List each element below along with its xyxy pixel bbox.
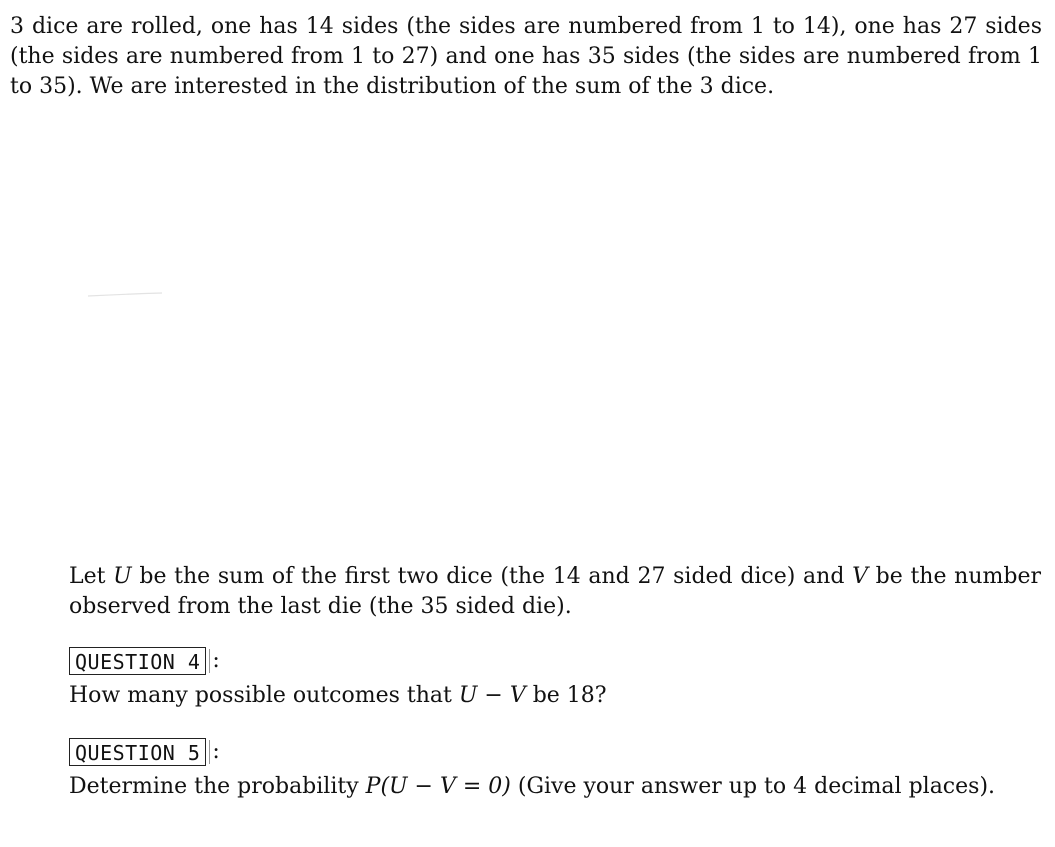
question-5-colon: : <box>209 740 219 764</box>
question-4-text <box>69 681 1041 711</box>
question-5-text-before: Determine the probability <box>69 774 366 799</box>
faint-scan-mark <box>88 292 162 298</box>
definition-part2: be the sum of the first two dice (the 14 and 27 sided dice) and <box>131 564 853 589</box>
definition-section <box>69 562 1041 622</box>
problem-intro: 3 dice are rolled, one has 14 sides (the sides are numbered from 1 to 14), one has 27 sides (the sides are numbered from 1 to 27) and one has 35 sides (the sides are numbered from 1 to 35). We are interested in the distribution of the sum of the 3 dice. <box>10 14 1042 99</box>
definition-part1: Let <box>69 564 114 589</box>
question-4-label: QUESTION 4 <box>69 647 206 675</box>
question-5-label: QUESTION 5 <box>69 738 206 766</box>
question-4-colon: : <box>209 649 219 673</box>
question-5-text-after: (Give your answer up to 4 decimal places). <box>510 774 996 799</box>
question-5-heading <box>69 738 220 766</box>
question-4-text-after: be 18? <box>525 683 607 708</box>
var-v: V <box>852 564 868 589</box>
question-5-block <box>69 738 1041 802</box>
var-u: U <box>113 564 132 589</box>
question-4-text-before: How many possible outcomes that <box>69 683 459 708</box>
question-5-text <box>69 772 1041 802</box>
question-4-block <box>69 647 1041 711</box>
definition-part3: be the number observed from the last die (the 35 sided die). <box>69 564 1041 619</box>
question-4-heading <box>69 647 220 675</box>
definition-paragraph <box>69 562 1041 622</box>
question-5-math: P(U − V = 0) <box>365 774 511 799</box>
question-4-math: U − V <box>458 683 526 708</box>
